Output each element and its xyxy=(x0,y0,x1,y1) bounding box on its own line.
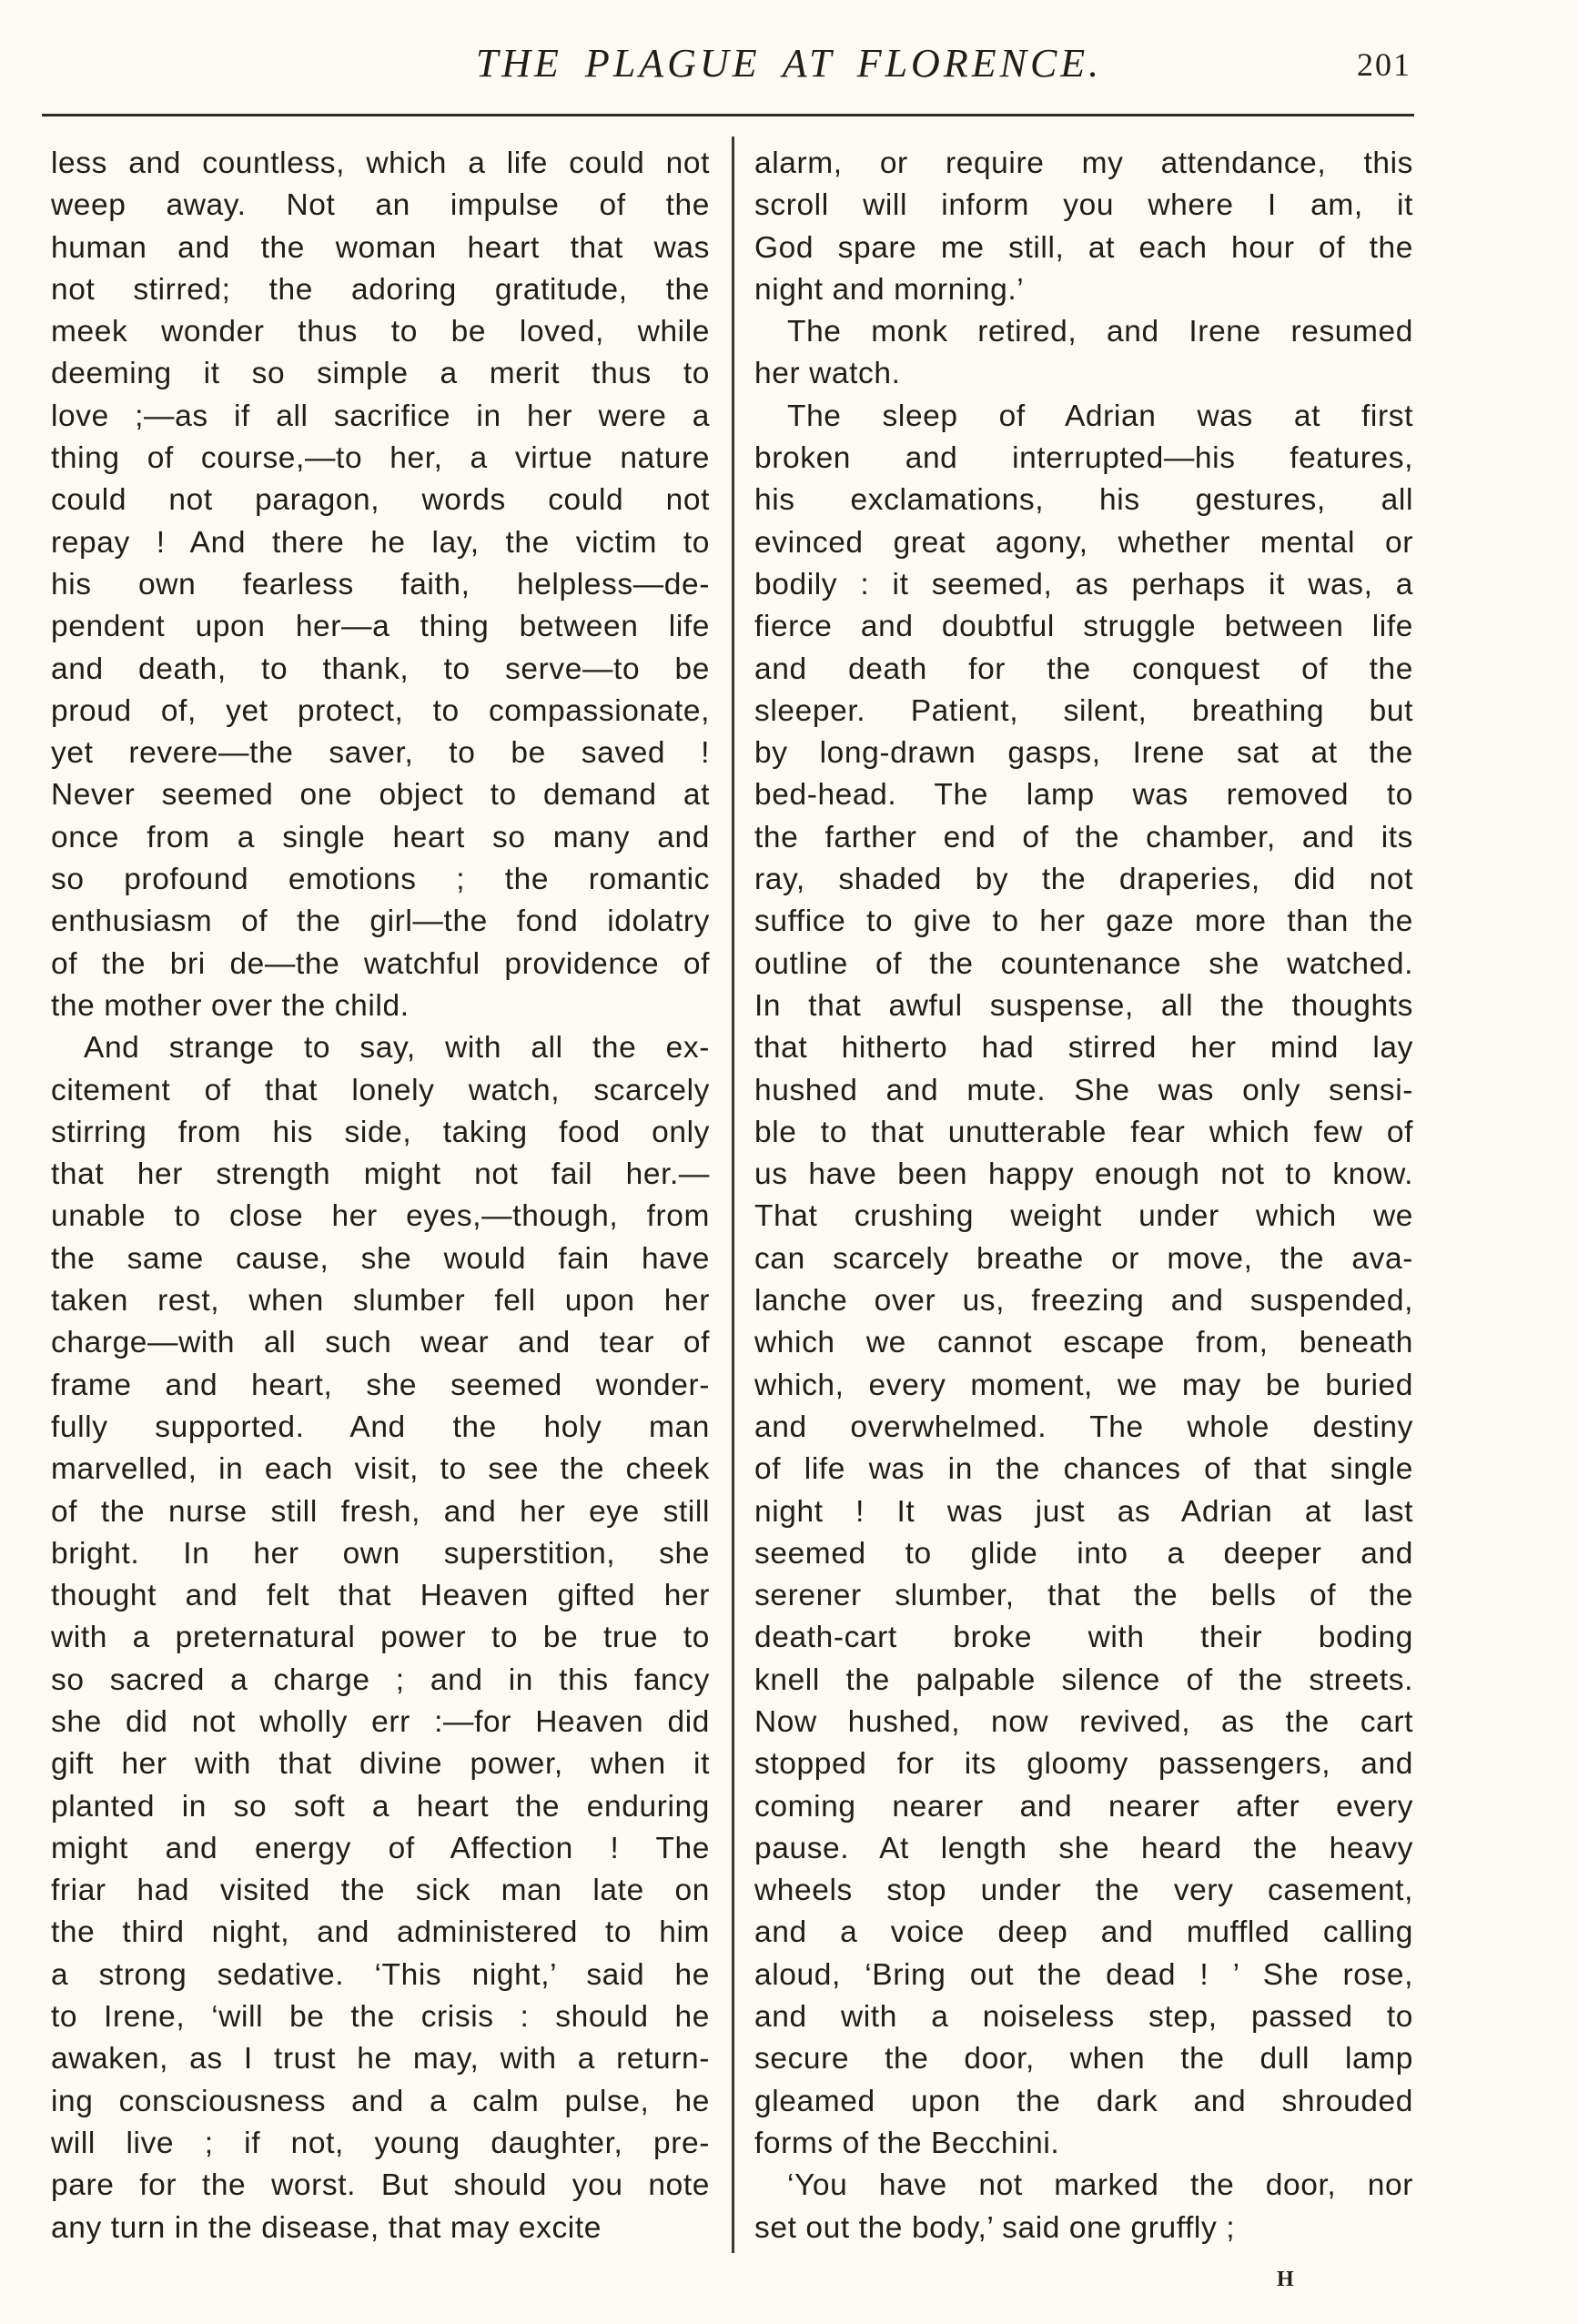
text-line: with a preternatural power to be true to xyxy=(51,1621,710,1655)
text-line: broken and interrupted—his features, xyxy=(754,441,1413,476)
running-title: THE PLAGUE AT FLORENCE. xyxy=(475,41,1103,86)
text-line: love ;—as if all sacrifice in her were a xyxy=(51,399,710,433)
text-line: planted in so soft a heart the enduring xyxy=(51,1789,710,1824)
text-line: suffice to give to her gaze more than the xyxy=(754,904,1413,939)
text-line: God spare me still, at each hour of the xyxy=(754,230,1413,265)
text-line: pendent upon her—a thing between life xyxy=(51,610,710,644)
text-line: could not paragon, words could not xyxy=(51,483,710,518)
text-line: stirring from his side, taking food only xyxy=(51,1115,710,1149)
text-line: evinced great agony, whether mental or xyxy=(754,525,1413,560)
text-line: the mother over the child. xyxy=(51,988,410,1023)
text-line: and overwhelmed. The whole destiny xyxy=(754,1410,1413,1444)
text-line: night ! It was just as Adrian at last xyxy=(754,1494,1413,1529)
page-number: 201 xyxy=(1357,46,1411,83)
text-line: of the bri de—the watchful providence of xyxy=(51,946,710,981)
text-line: sleeper. Patient, silent, breathing but xyxy=(754,693,1413,728)
text-line: gift her with that divine power, when it xyxy=(51,1747,710,1782)
text-line: not stirred; the adoring gratitude, the xyxy=(51,272,710,307)
text-line: her watch. xyxy=(754,357,901,391)
text-line: the farther end of the chamber, and its xyxy=(754,820,1413,854)
text-line: frame and heart, she seemed wonder- xyxy=(51,1368,710,1402)
text-line: that her strength might not fail her.— xyxy=(51,1157,710,1192)
text-line: repay ! And there he lay, the victim to xyxy=(51,525,710,560)
text-line: yet revere—the saver, to be saved ! xyxy=(51,736,710,771)
text-line: The monk retired, and Irene resumed xyxy=(787,315,1413,349)
text-line: alarm, or require my attendance, this xyxy=(754,147,1413,180)
text-line: his own fearless faith, helpless—de- xyxy=(51,567,710,601)
right-column xyxy=(754,143,1413,2249)
text-line: proud of, yet protect, to compassionate, xyxy=(51,693,710,728)
text-line: and a voice deep and muffled calling xyxy=(754,1915,1413,1950)
text-line: outline of the countenance she watched. xyxy=(754,946,1413,981)
text-line: That crushing weight under which we xyxy=(754,1199,1413,1234)
header-rule xyxy=(42,114,1414,116)
text-line: his exclamations, his gestures, all xyxy=(754,483,1413,518)
text-line: fully supported. And the holy man xyxy=(51,1410,710,1444)
text-line: set out the body,’ said one gruffly ; xyxy=(754,2210,1236,2245)
text-line: once from a single heart so many and xyxy=(51,820,710,854)
text-line: to Irene, ‘will be the crisis : should he xyxy=(51,2000,710,2035)
text-line: awaken, as I trust he may, with a return- xyxy=(51,2042,710,2076)
text-line: any turn in the disease, that may excite xyxy=(51,2210,602,2245)
text-line: bed-head. The lamp was removed to xyxy=(754,778,1413,813)
text-line: hushed and mute. She was only sensi- xyxy=(754,1073,1413,1107)
text-line: fierce and doubtful struggle between life xyxy=(754,610,1413,644)
text-line: she did not wholly err :—for Heaven did xyxy=(51,1704,710,1739)
text-line: that hitherto had stirred her mind lay xyxy=(754,1031,1413,1066)
text-line: gleamed upon the dark and shrouded xyxy=(754,2084,1413,2118)
text-line: ray, shaded by the draperies, did not xyxy=(754,863,1413,897)
text-line: knell the palpable silence of the streets. xyxy=(754,1662,1413,1697)
text-line: Now hushed, now revived, as the cart xyxy=(754,1704,1413,1739)
text-line: friar had visited the sick man late on xyxy=(51,1874,710,1908)
text-line: lanche over us, freezing and suspended, xyxy=(754,1284,1413,1319)
text-line: of life was in the chances of that single xyxy=(754,1452,1413,1487)
text-line: bright. In her own superstition, she xyxy=(51,1536,710,1571)
text-line: and death for the conquest of the xyxy=(754,652,1413,686)
text-line: ‘You have not marked the door, nor xyxy=(787,2168,1413,2203)
text-line: citement of that lonely watch, scarcely xyxy=(51,1073,710,1107)
text-line: the third night, and administered to him xyxy=(51,1915,710,1950)
text-line: bodily : it seemed, as perhaps it was, a xyxy=(754,567,1413,601)
text-line: forms of the Becchini. xyxy=(754,2126,1060,2160)
text-line: so sacred a charge ; and in this fancy xyxy=(51,1662,710,1697)
text-line: deeming it so simple a merit thus to xyxy=(51,357,710,391)
text-line: serener slumber, that the bells of the xyxy=(754,1579,1413,1613)
text-line: so profound emotions ; the romantic xyxy=(51,863,710,897)
text-line: of the nurse still fresh, and her eye still xyxy=(51,1494,710,1529)
text-line: stopped for its gloomy passengers, and xyxy=(754,1747,1413,1782)
text-line: which we cannot escape from, beneath xyxy=(754,1326,1413,1360)
text-line: thought and felt that Heaven gifted her xyxy=(51,1579,710,1613)
text-line: will live ; if not, young daughter, pre- xyxy=(51,2126,710,2160)
text-line: enthusiasm of the girl—the fond idolatry xyxy=(51,904,710,939)
text-line: wheels stop under the very casement, xyxy=(754,1874,1413,1908)
text-line: by long-drawn gasps, Irene sat at the xyxy=(754,736,1413,771)
text-line: and death, to thank, to serve—to be xyxy=(51,652,710,686)
text-line: meek wonder thus to be loved, while xyxy=(51,315,710,349)
text-line: scroll will inform you where I am, it xyxy=(754,188,1413,223)
text-line: Never seemed one object to demand at xyxy=(51,778,710,813)
text-line: aloud, ‘Bring out the dead ! ’ She rose, xyxy=(754,1957,1413,1992)
running-head xyxy=(0,40,1578,104)
text-line: and with a noiseless step, passed to xyxy=(754,2000,1413,2035)
text-line: charge—with all such wear and tear of xyxy=(51,1326,710,1360)
column-divider xyxy=(732,136,734,2253)
text-line: secure the door, when the dull lamp xyxy=(754,2042,1413,2076)
text-line: night and morning.’ xyxy=(754,272,1025,307)
text-line: weep away. Not an impulse of the xyxy=(51,188,710,223)
text-line: pare for the worst. But should you note xyxy=(51,2168,710,2203)
text-line: a strong sedative. ‘This night,’ said he xyxy=(51,1957,710,1992)
text-line: human and the woman heart that was xyxy=(51,230,710,265)
text-line: The sleep of Adrian was at first xyxy=(787,399,1413,433)
text-line: ing consciousness and a calm pulse, he xyxy=(51,2084,710,2118)
text-line: pause. At length she heard the heavy xyxy=(754,1831,1413,1865)
text-line: less and countless, which a life could not xyxy=(51,147,710,180)
text-line: And strange to say, with all the ex- xyxy=(84,1031,710,1066)
text-line: which, every moment, we may be buried xyxy=(754,1368,1413,1402)
text-line: coming nearer and nearer after every xyxy=(754,1789,1413,1824)
text-line: thing of course,—to her, a virtue nature xyxy=(51,441,710,476)
text-line: us have been happy enough not to know. xyxy=(754,1157,1413,1192)
signature-mark: H xyxy=(1277,2268,1295,2291)
left-column xyxy=(51,143,710,2249)
text-line: the same cause, she would fain have xyxy=(51,1241,710,1276)
text-line: might and energy of Affection ! The xyxy=(51,1831,710,1865)
text-line: marvelled, in each visit, to see the cheek xyxy=(51,1452,710,1487)
text-line: can scarcely breathe or move, the ava- xyxy=(754,1241,1413,1276)
text-line: taken rest, when slumber fell upon her xyxy=(51,1284,710,1319)
text-line: seemed to glide into a deeper and xyxy=(754,1536,1413,1571)
text-line: death-cart broke with their boding xyxy=(754,1621,1413,1655)
text-line: In that awful suspense, all the thoughts xyxy=(754,988,1413,1023)
text-line: unable to close her eyes,—though, from xyxy=(51,1199,710,1234)
text-line: ble to that unutterable fear which few of xyxy=(754,1115,1413,1149)
